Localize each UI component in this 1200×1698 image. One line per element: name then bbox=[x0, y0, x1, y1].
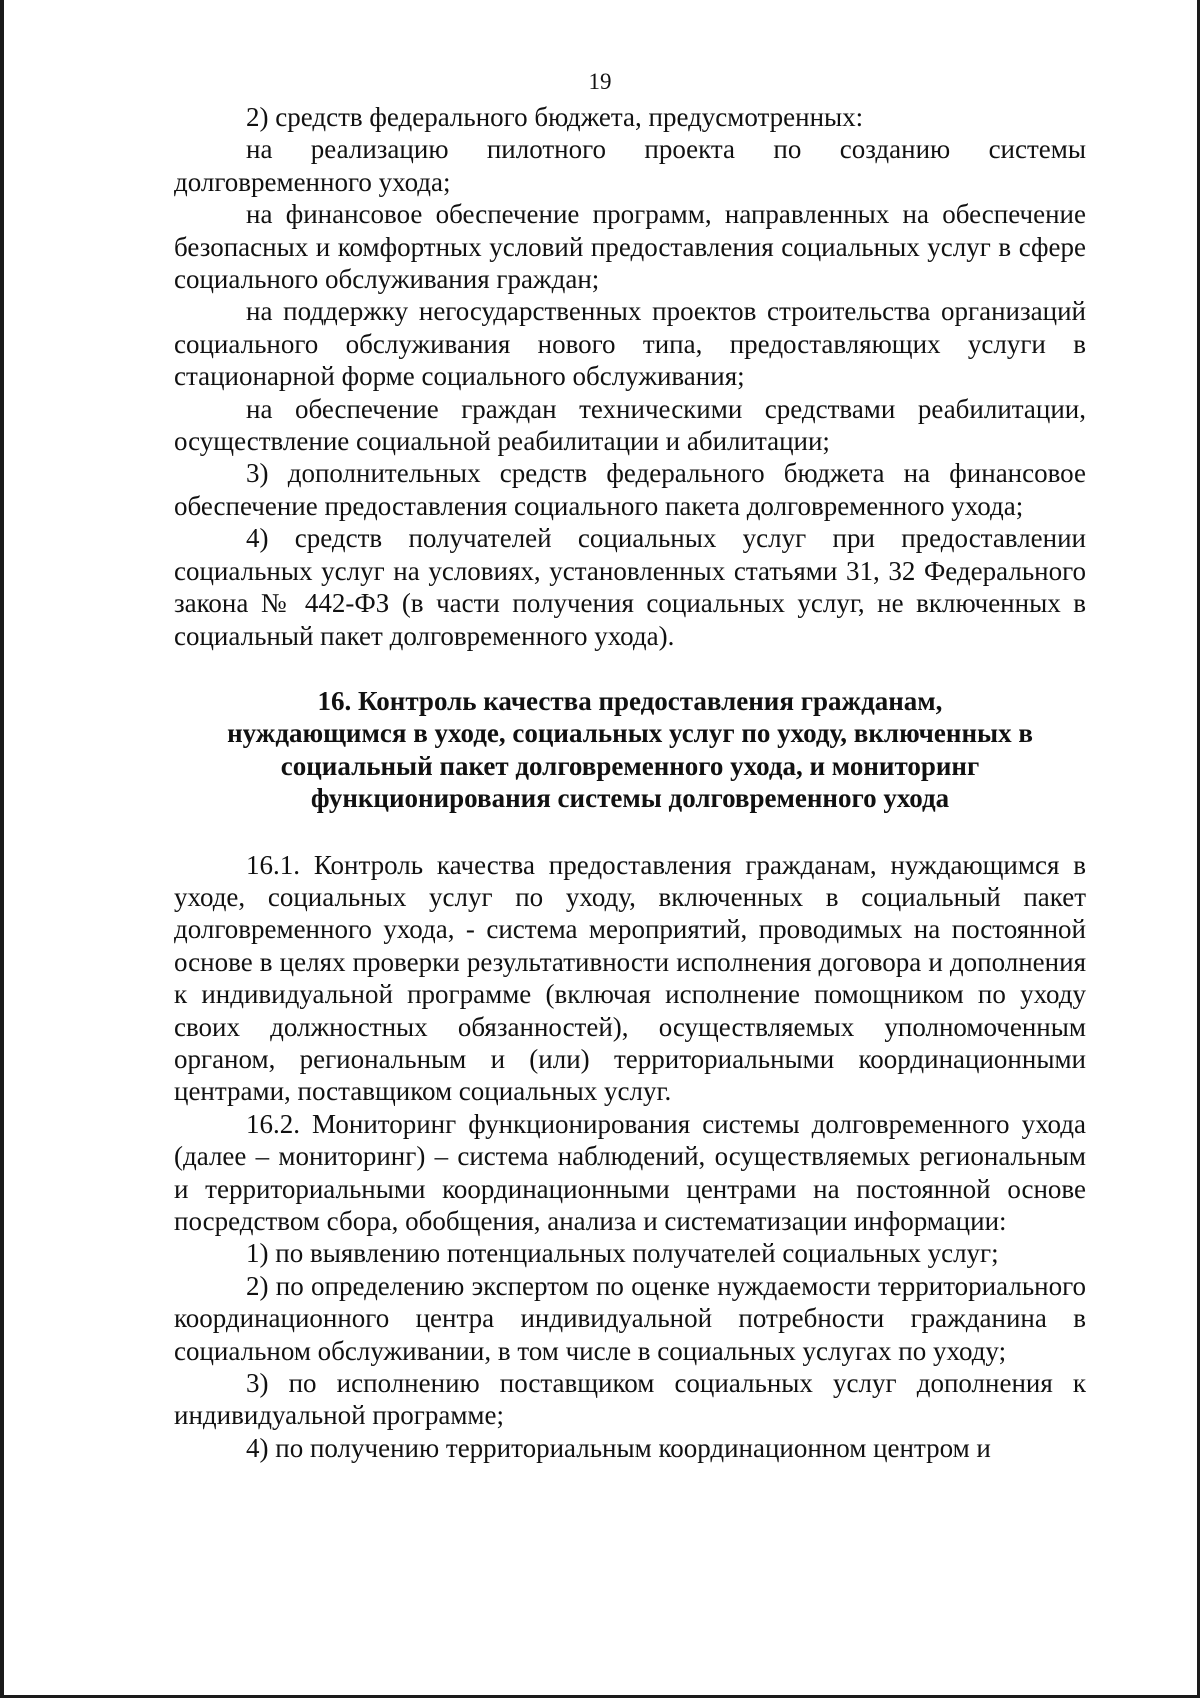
list-item: 1) по выявлению потенциальных получателей социальных услуг; bbox=[246, 1238, 999, 1269]
paragraph-16-1: 16.1. Контроль качества предоставления гражданам, нуждающимся в уходе, социальных услуг по уходу, включенных в социальный пакет долговременного ухода, - система мероприятий, проводимых на постоянной основе в целях проверки результативности исполнения договора и дополнения к индивидуальной программе (включая исполнение помощником по уходу своих должностных обязанностей), осуществляемых уполномоченным органом, региональным и (или) территориальными координационными центрами, поставщиком социальных услуг. bbox=[174, 849, 1086, 1107]
paragraph: 2) средств федерального бюджета, предусмотренных: bbox=[246, 102, 864, 132]
paragraph: на поддержку негосударственных проектов строительства организаций социального обслуживания нового типа, предоставляющих услуги в стационарной форме социального обслуживания; bbox=[174, 296, 1086, 392]
heading-line: 16. Контроль качества предоставления гражданам, bbox=[317, 685, 943, 716]
paragraph: на обеспечение граждан техническими средствами реабилитации, осуществление социальной реабилитации и абилитации; bbox=[174, 393, 1086, 457]
heading-line: социальный пакет долговременного ухода, и мониторинг bbox=[280, 750, 980, 781]
list-item: 2) по определению экспертом по оценке нуждаемости территориального координационного центра индивидуальной потребности гражданина в социальном обслуживании, в том числе в социальных услугах по уходу; bbox=[174, 1270, 1086, 1366]
list-item: 4) по получению территориальным координационном центром и bbox=[246, 1432, 991, 1463]
paragraph: 4) средств получателей социальных услуг при предоставлении социальных услуг на условиях, установленных статьями 31, 32 Федерального закона № 442-ФЗ (в части получения социальных услуг, не включенных в социальный пакет долговременного ухода). bbox=[174, 523, 1086, 651]
document-body bbox=[174, 101, 1086, 1464]
heading-line: функционирования системы долговременного ухода bbox=[310, 783, 950, 814]
paragraph: 3) дополнительных средств федерального бюджета на финансовое обеспечение предоставления социального пакета долговременного ухода; bbox=[174, 458, 1086, 521]
paragraph: на реализацию пилотного проекта по созданию системы долговременного ухода; bbox=[174, 134, 1086, 197]
scan-edge-left bbox=[0, 0, 4, 1698]
paragraph-16-2: 16.2. Мониторинг функционирования системы долговременного ухода (далее – мониторинг) – система наблюдений, осуществляемых региональным и территориальными координационными центрами на постоянной основе посредством сбора, обобщения, анализа и систематизации информации: bbox=[174, 1108, 1086, 1236]
section-16-heading bbox=[174, 685, 1086, 815]
paragraph: на финансовое обеспечение программ, направленных на обеспечение безопасных и комфортных условий предоставления социальных услуг в сфере социального обслуживания граждан; bbox=[174, 199, 1086, 295]
list-item: 3) по исполнению поставщиком социальных услуг дополнения к индивидуальной программе; bbox=[174, 1368, 1086, 1431]
page-number: 19 bbox=[588, 69, 612, 94]
heading-line: нуждающимся в уходе, социальных услуг по уходу, включенных в bbox=[227, 718, 1033, 749]
